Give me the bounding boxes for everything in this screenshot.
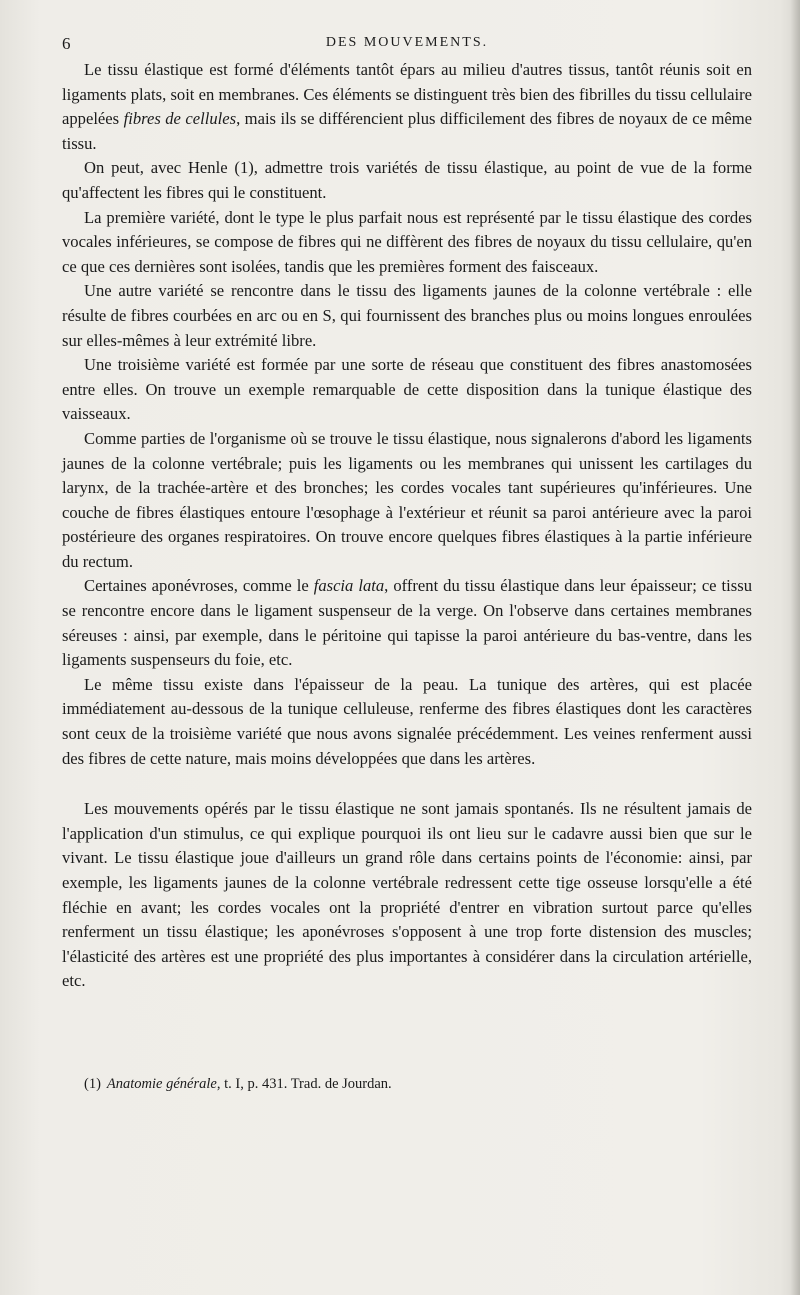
running-title: DES MOUVEMENTS. [325, 35, 489, 50]
body-text [62, 58, 752, 994]
page-header [62, 34, 752, 58]
paragraph-9: Les mouvements opérés par le tissu élastique ne sont jamais spontanés. Ils ne résultent jamais de l'application d'un stimulus, ce qui explique pourquoi ils ont lieu sur le cadavre aussi bien que sur le vivant. Le tissu élastique joue d'ailleurs un grand rôle dans certains points de l'économie: ainsi, par exemple, les ligaments jaunes de la colonne vertébrale redressent cette tige osseuse lorsqu'elle a été fléchie en avant; les cordes vocales ont la propriété d'entrer en vibration surtout parce qu'elles renferment un tissu élastique; les aponévroses s'opposent à une trop forte distension des muscles; l'élasticité des artères est une propriété des plus importantes à considérer dans la circulation artérielle, etc. [62, 799, 752, 991]
footnote-work-title: Anatomie générale [106, 1076, 217, 1092]
paragraph-7: Certaines aponévroses, comme le fascia lata, offrent du tissu élastique dans leur épaisseur; ce tissu se rencontre encore dans le ligament suspenseur de la verge. On l'observe dans certaines membranes séreuses : ainsi, par exemple, dans le péritoine qui tapisse la paroi antérieure du bas-ventre, dans les ligaments suspenseurs du foie, etc. [62, 576, 752, 670]
paragraph-5: Une troisième variété est formée par une sorte de réseau que constituent des fibres anastomosées entre elles. On trouve un exemple remarquable de cette disposition dans la tunique élastique des vaisseaux. [62, 355, 752, 424]
footnote-marker: (1) [84, 1076, 101, 1092]
paragraph-2: On peut, avec Henle (1), admettre trois variétés de tissu élastique, au point de vue de la forme qu'affectent les fibres qui le constituent. [62, 158, 752, 202]
paragraph-8: Le même tissu existe dans l'épaisseur de la peau. La tunique des artères, qui est placée immédiatement au-dessous de la tunique celluleuse, renferme des fibres élastiques dont les caractères sont ceux de la troisième variété que nous avons signalée précédemment. Les veines renferment aussi des fibres de cette nature, mais moins développées que dans les artères. [62, 674, 752, 768]
page-edge-shadow [790, 0, 800, 1295]
footnote [84, 1074, 744, 1094]
paragraph-1: Le tissu élastique est formé d'éléments tantôt épars au milieu d'autres tissus, tantôt réunis soit en ligaments plats, soit en membranes. Ces éléments se distinguent très bien des fibrilles du tissu cellulaire appelées fibres de cellules, mais ils se différencient plus difficilement des fibres de noyaux de ce même tissu. [62, 60, 752, 153]
footnote-details: , t. I, p. 431. Trad. de Jourdan. [216, 1076, 392, 1092]
page-number: 6 [62, 34, 71, 53]
paragraph-3: La première variété, dont le type le plus parfait nous est représenté par le tissu élastique des cordes vocales inférieures, se compose de fibres qui ne diffèrent des fibres de noyaux du tissu cellulaire, qu'en ce que ces dernières sont isolées, tandis que les premières forment des faisceaux. [62, 207, 752, 276]
paragraph-4: Une autre variété se rencontre dans le tissu des ligaments jaunes de la colonne vertébrale : elle résulte de fibres courbées en arc ou en S, qui fournissent des branches plus ou moins longues enroulées sur elles-mêmes à leur extrémité libre. [62, 281, 752, 350]
paragraph-6: Comme parties de l'organisme où se trouve le tissu élastique, nous signalerons d'abord les ligaments jaunes de la colonne vertébrale; puis les ligaments ou les membranes qui unissent les cartilages du larynx, de la trachée-artère et des bronches; les cordes vocales tant supérieures qu'inférieures. Une couche de fibres élastiques entoure l'œsophage à l'extérieur et réunit sa paroi antérieure avec la paroi postérieure des organes respiratoires. On trouve encore quelques fibres élastiques à la partie inférieure du rectum. [62, 428, 752, 571]
